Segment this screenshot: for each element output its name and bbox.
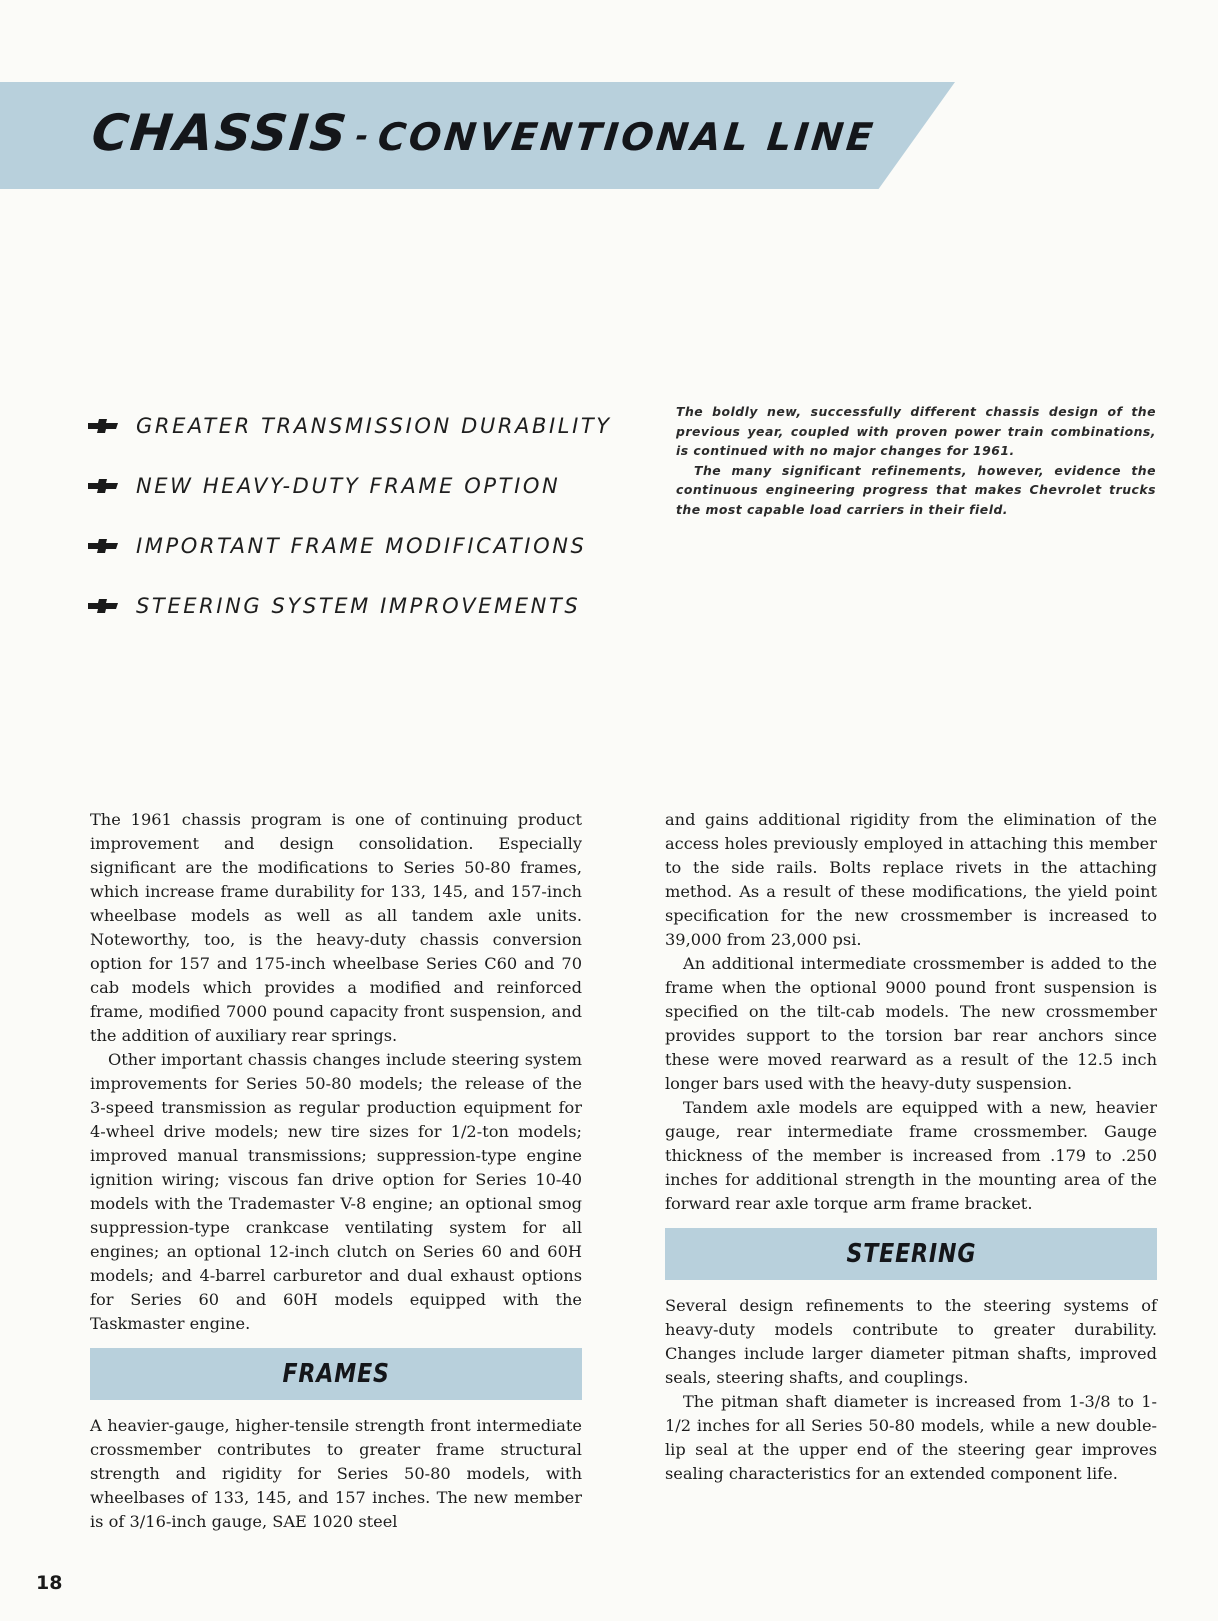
body-paragraph: A heavier-gauge, higher-tensile strength front intermediate crossmember contributes to greater frame structural strength and rigidity for Series 50-80 models, with wheelbases of 133, 145, and 157 inches. The new member is of 3/16-inch gauge, SAE 1020 steel (90, 1416, 582, 1531)
highlight-text: NEW HEAVY-DUTY FRAME OPTION (136, 474, 561, 498)
intro-text (676, 402, 1156, 519)
body-paragraph: Other important chassis changes include steering system improvements for Series 50-80 models; the release of the 3-speed transmission as regular production equipment for 4-wheel drive models; new tire sizes for 1/2-ton models; improved manual transmissions; suppression-type engine ignition wiring; viscous fan drive option for Series 10-40 models with the Trademaster V-8 engine; an optional smog suppression-type crankcase ventilating system for all engines; an optional 12-inch clutch on Series 60 and 60H models; and 4-barrel carburetor and dual exhaust options for Series 60 and 60H models equipped with the Taskmaster engine. (90, 1050, 582, 1333)
frames-section-header (90, 1348, 582, 1400)
body-paragraph: Several design refinements to the steering systems of heavy-duty models contribute to greater durability. Changes include larger diameter pitman shafts, improved seals, steering shafts, and couplings. (665, 1296, 1157, 1387)
body-paragraph: The pitman shaft diameter is increased from 1-3/8 to 1-1/2 inches for all Series 50-80 models, while a new double-lip seal at the upper end of the steering gear improves sealing characteristics for an extended component life. (665, 1392, 1157, 1483)
highlight-item (88, 516, 608, 576)
title-main: CHASSIS (88, 104, 352, 162)
section-heading: FRAMES (282, 1359, 390, 1389)
intro-paragraph: The boldly new, successfully different chassis design of the previous year, coupled with proven power train combinations, is continued with no major changes for 1961. (676, 404, 1156, 458)
bowtie-bullet-icon (88, 479, 118, 493)
title-sub: CONVENTIONAL LINE (375, 115, 878, 159)
right-column (665, 808, 1157, 1486)
highlight-item (88, 396, 612, 456)
bowtie-bullet-icon (88, 599, 118, 613)
body-paragraph: and gains additional rigidity from the elimination of the access holes previously employed in attaching this member to the side rails. Bolts replace rivets in the attaching method. As a result of these modifications, the yield point specification for the new crossmember is increased to 39,000 from 23,000 psi. (665, 810, 1157, 949)
highlight-item (88, 456, 608, 516)
highlight-item (88, 576, 608, 636)
body-paragraph: An additional intermediate crossmember is added to the frame when the optional 9000 pound front suspension is specified on the tilt-cab models. The new crossmember provides support to the torsion bar rear anchors since these were moved rearward as a result of the 12.5 inch longer bars used with the heavy-duty suspension. (665, 954, 1157, 1093)
bowtie-bullet-icon (88, 419, 118, 433)
highlight-text: STEERING SYSTEM IMPROVEMENTS (136, 594, 581, 618)
title-separator: - (353, 119, 373, 154)
highlights-list (88, 396, 612, 636)
page-title (89, 104, 879, 162)
body-paragraph: Tandem axle models are equipped with a new, heavier gauge, rear intermediate frame crossmember. Gauge thickness of the member is increased from .179 to .250 inches for additional strength in the mounting area of the forward rear axle torque arm frame bracket. (665, 1098, 1157, 1213)
left-column (90, 808, 582, 1534)
page-number: 18 (36, 1572, 63, 1594)
steering-section-header (665, 1228, 1157, 1280)
body-paragraph: The 1961 chassis program is one of continuing product improvement and design consolidation. Especially significant are the modifications to Series 50-80 frames, which increase frame durability for 133, 145, and 157-inch wheelbase models as well as all tandem axle units. Noteworthy, too, is the heavy-duty chassis conversion option for 157 and 175-inch wheelbase Series C60 and 70 cab models which provides a modified and reinforced frame, modified 7000 pound capacity front suspension, and the addition of auxiliary rear springs. (90, 810, 582, 1045)
intro-paragraph: The many significant refinements, however, evidence the continuous engineering progress that makes Chevrolet trucks the most capable load carriers in their field. (676, 462, 1156, 517)
bowtie-bullet-icon (88, 539, 118, 553)
section-heading: STEERING (846, 1239, 976, 1269)
highlight-text: GREATER TRANSMISSION DURABILITY (136, 414, 612, 438)
highlight-text: IMPORTANT FRAME MODIFICATIONS (136, 534, 587, 558)
